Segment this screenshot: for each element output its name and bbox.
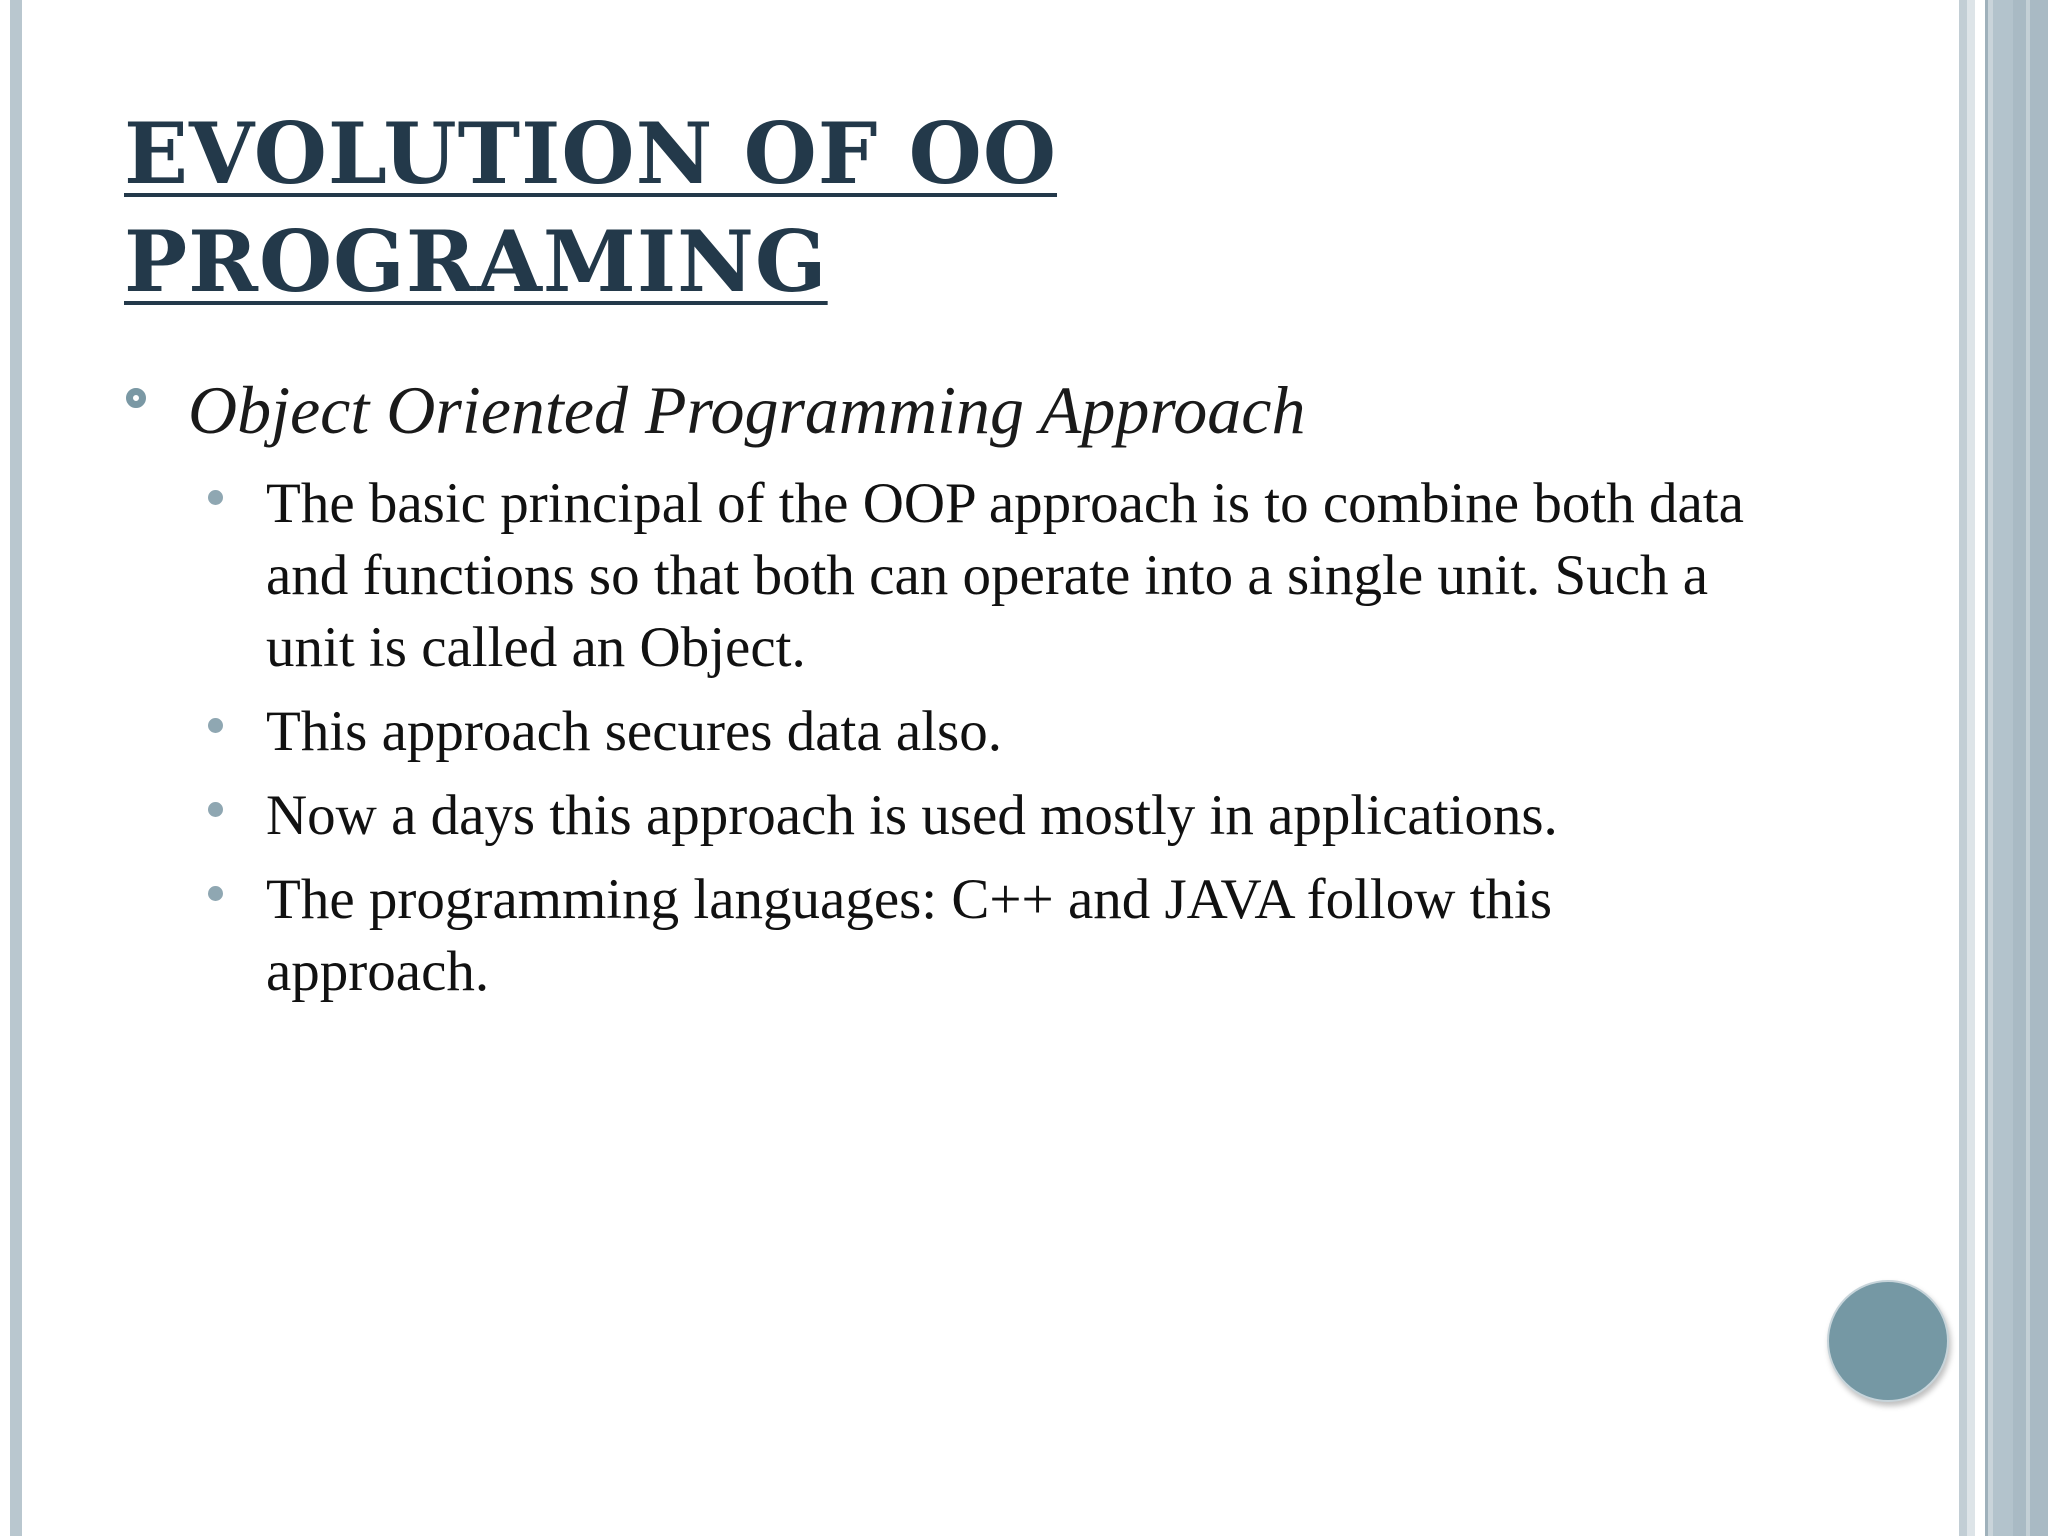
main-bullet [126,372,1306,448]
sub-bullet-item [206,468,1746,684]
title-line-2: PROGRAMING [124,212,828,311]
nav-circle-button[interactable] [1827,1280,1949,1402]
right-panel-stripe [2026,0,2030,1536]
left-border-bar [10,0,22,1536]
sub-bullet-item [206,696,1746,768]
right-panel-stripe [1985,0,1988,1536]
sub-bullet-item [206,780,1746,852]
sub-bullet-list [206,468,1746,1020]
sub-bullet-text: This approach secures data also. [266,700,1002,763]
dot-bullet-icon [208,886,223,901]
right-decorative-panel [1955,0,2048,1536]
sub-bullet-text: The basic principal of the OOP approach is to combine both data and functions so that both can operate into a single unit. Such a unit is called an Object. [266,472,1744,679]
dot-bullet-icon [208,802,223,817]
sub-bullet-text: The programming languages: C++ and JAVA follow this approach. [266,868,1553,1003]
slide-title [124,100,1057,316]
dot-bullet-icon [208,718,223,733]
ring-bullet-icon [126,388,146,408]
sub-bullet-text: Now a days this approach is used mostly in applications. [266,784,1558,847]
sub-bullet-item [206,864,1746,1008]
main-bullet-text: Object Oriented Programming Approach [188,372,1306,448]
dot-bullet-icon [208,490,223,505]
title-line-1: EVOLUTION OF OO [124,104,1058,203]
